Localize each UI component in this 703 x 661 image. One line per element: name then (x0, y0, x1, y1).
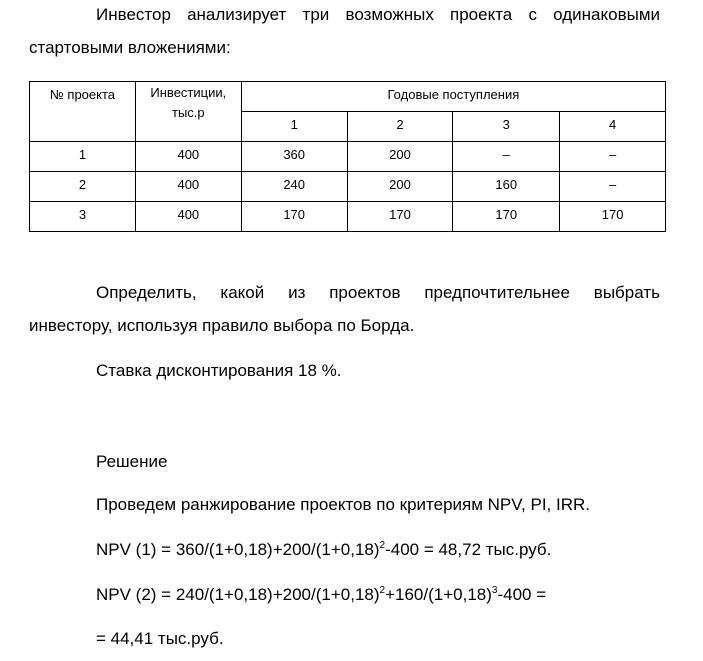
table-cell: 400 (135, 202, 241, 232)
word: три (302, 5, 330, 24)
header-project: № проекта (30, 82, 136, 142)
npv2-result: = 44,41 тыс.руб. (96, 629, 224, 648)
word: какой (220, 283, 265, 302)
table-row (30, 142, 666, 172)
solution-title: Решение (96, 452, 168, 471)
projects-table (29, 81, 666, 232)
table-cell: 170 (560, 202, 666, 232)
word: предпочтительнее (424, 283, 570, 302)
header-investments: Инвестиции, тыс.р (135, 82, 241, 142)
table-cell: 360 (241, 142, 347, 172)
table-cell: 400 (135, 172, 241, 202)
word: из (288, 283, 306, 302)
header-year-3: 3 (453, 112, 560, 142)
table-cell: 3 (30, 202, 136, 232)
table-row (30, 172, 666, 202)
intro-line-2: стартовыми вложениями: (29, 38, 231, 57)
task-line-2: инвестору, используя правило выбора по Борда. (29, 316, 415, 335)
table-cell: 200 (347, 172, 453, 202)
discount-rate: Ставка дисконтирования 18 %. (96, 361, 342, 380)
header-annual-income: Годовые поступления (241, 82, 665, 112)
header-year-2: 2 (347, 112, 453, 142)
table-cell: 400 (135, 142, 241, 172)
word: проекта (450, 5, 513, 24)
table-cell: 1 (30, 142, 136, 172)
word: анализирует (187, 5, 287, 24)
word: Определить, (96, 283, 197, 302)
table-cell: 200 (347, 142, 453, 172)
table-cell: 2 (30, 172, 136, 202)
npv2-formula: NPV $(2) = 240/(1+0,18)+200/(1+0,18)^2+160/(1+0,18)^3-400$ = (96, 585, 547, 604)
word: возможных (345, 5, 434, 24)
header-year-4: 4 (560, 112, 666, 142)
table-cell: 240 (241, 172, 347, 202)
intro-line-1 (96, 4, 660, 26)
word: Инвестор (96, 5, 171, 24)
header-year-1: 1 (241, 112, 347, 142)
table-cell: – (560, 142, 666, 172)
table-cell: 160 (453, 172, 560, 202)
table-cell: 170 (347, 202, 453, 232)
table-row (30, 202, 666, 232)
word: выбрать (593, 283, 660, 302)
ranking-text: Проведем ранжирование проектов по критериям NPV, PI, IRR. (96, 495, 591, 514)
word: проектов (329, 283, 401, 302)
table-cell: 170 (453, 202, 560, 232)
table-cell: – (453, 142, 560, 172)
table-cell: – (560, 172, 666, 202)
word: с (528, 5, 537, 24)
npv1-formula: NPV $(1) = 360/(1+0,18)+200/(1+0,18)^2-400 = 48,72$ тыс.руб. (96, 540, 552, 559)
word: одинаковыми (553, 5, 660, 24)
task-line-1 (96, 282, 660, 304)
table-cell: 170 (241, 202, 347, 232)
